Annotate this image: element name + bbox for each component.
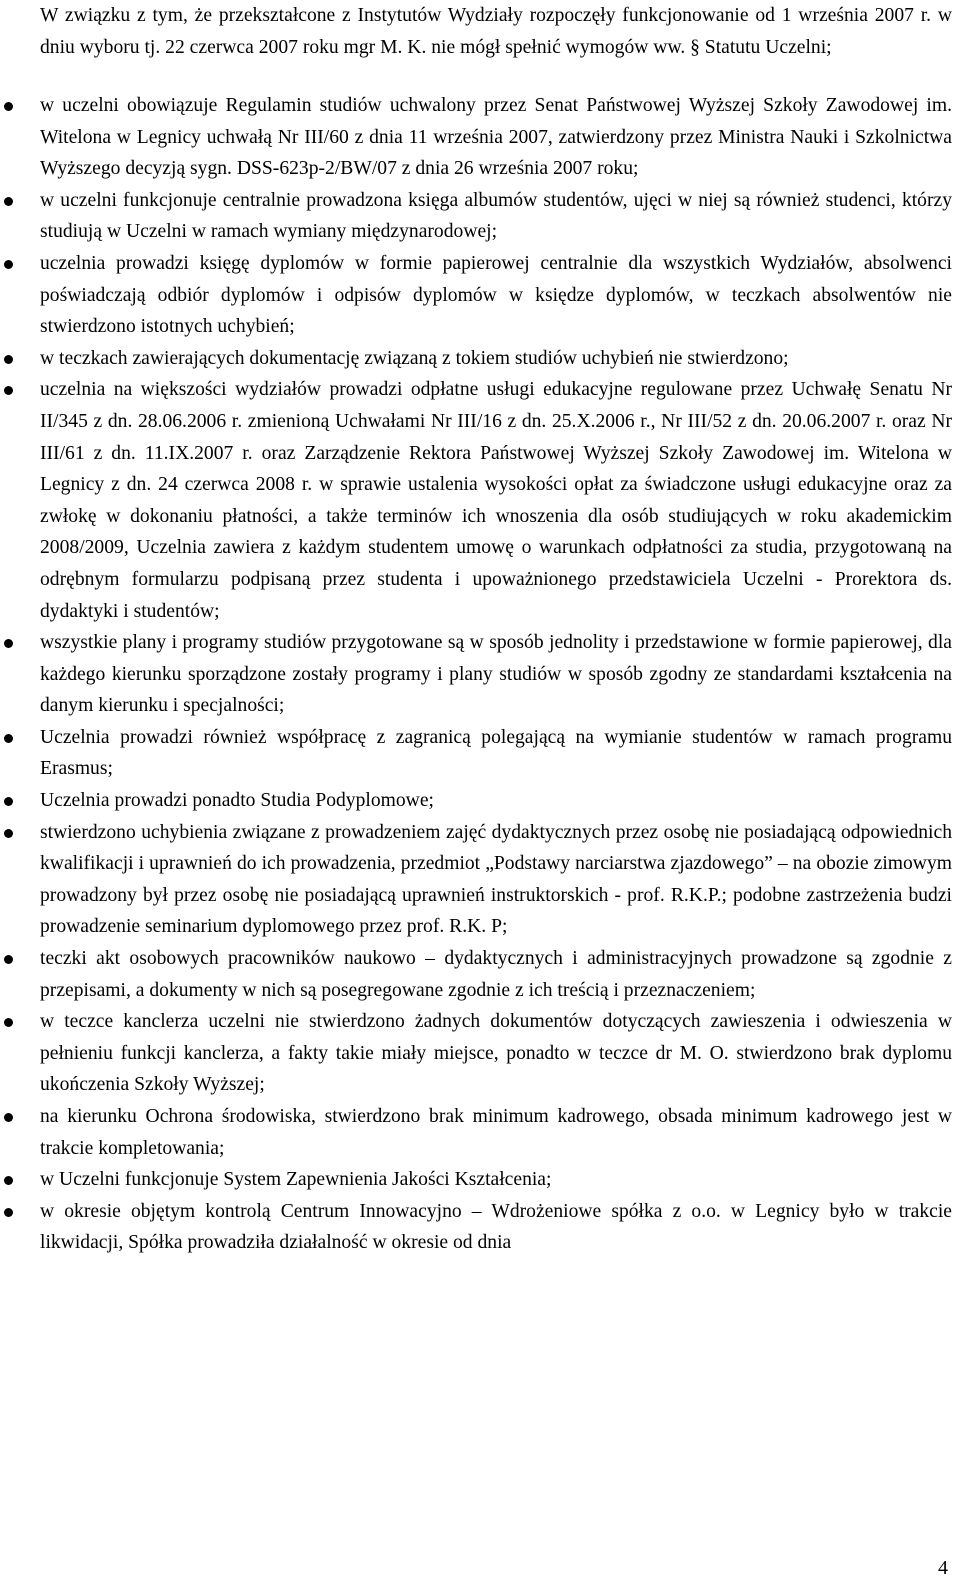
list-item-text: na kierunku Ochrona środowiska, stwierdzono brak minimum kadrowego, obsada minimum kadrowego jest w trakcie kompletowania; — [40, 1106, 952, 1159]
list-item — [0, 1164, 960, 1196]
bullet-icon — [4, 386, 13, 395]
list-item — [0, 1006, 960, 1101]
bullet-icon — [4, 639, 13, 648]
bullet-icon — [4, 102, 13, 111]
intro-paragraph: W związku z tym, że przekształcone z Instytutów Wydziały rozpoczęły funkcjonowanie od 1 września 2007 r. w dniu wyboru tj. 22 czerwca 2007 roku mgr M. K. nie mógł spełnić wymogów ww. § Statutu Uczelni; — [40, 5, 952, 58]
bullet-icon — [4, 1113, 13, 1122]
list-item-text: teczki akt osobowych pracowników naukowo – dydaktycznych i administracyjnych prowadzone są zgodnie z przepisami, a dokumenty w nich są posegregowane zgodnie z ich treścią i przeznaczeniem; — [40, 948, 952, 1001]
list-item-text: Uczelnia prowadzi ponadto Studia Podyplomowe; — [40, 790, 434, 812]
bullet-icon — [4, 260, 13, 269]
list-item — [0, 343, 960, 375]
list-item — [0, 185, 960, 248]
list-item — [0, 943, 960, 1006]
list-item — [0, 627, 960, 722]
bullet-icon — [4, 955, 13, 964]
list-item — [0, 817, 960, 943]
list-item-text: w uczelni funkcjonuje centralnie prowadzona księga albumów studentów, ujęci w niej są również studenci, którzy studiują w Uczelni w ramach wymiany międzynarodowej; — [40, 189, 952, 243]
bullet-icon — [4, 734, 13, 743]
page-number: 4 — [938, 1557, 948, 1579]
list-item — [0, 248, 960, 343]
list-item-text: w teczkach zawierających dokumentację związaną z tokiem studiów uchybień nie stwierdzono; — [40, 347, 789, 369]
bullet-icon — [4, 1176, 13, 1185]
findings-list — [0, 90, 960, 1259]
list-item-text: w Uczelni funkcjonuje System Zapewnienia Jakości Kształcenia; — [40, 1169, 552, 1191]
bullet-icon — [4, 829, 13, 838]
list-item — [0, 722, 960, 785]
list-item-text: Uczelnia prowadzi również współpracę z zagranicą polegającą na wymianie studentów w ramach programu Erasmus; — [40, 726, 952, 780]
bullet-icon — [4, 355, 13, 364]
list-item — [0, 90, 960, 185]
list-item — [0, 1196, 960, 1259]
bullet-icon — [4, 1208, 13, 1217]
list-item-text: w okresie objętym kontrolą Centrum Innowacyjno – Wdrożeniowe spółka z o.o. w Legnicy było w trakcie likwidacji, Spółka prowadziła działalność w okresie od dnia — [40, 1200, 952, 1254]
list-item — [0, 1101, 960, 1164]
bullet-icon — [4, 197, 13, 206]
list-item-text: wszystkie plany i programy studiów przygotowane są w sposób jednolity i przedstawione w formie papierowej, dla każdego kierunku sporządzone zostały programy i plany studiów w sposób zgodny ze standardami kształcenia na danym kierunku i specjalności; — [40, 632, 952, 717]
bullet-icon — [4, 797, 13, 806]
list-item — [0, 374, 960, 627]
bullet-icon — [4, 1018, 13, 1027]
list-item-text: w uczelni obowiązuje Regulamin studiów uchwalony przez Senat Państwowej Wyższej Szkoły Zawodowej im. Witelona w Legnicy uchwałą Nr III/60 z dnia 11 września 2007, zatwierdzony przez Ministra Nauki i Szkolnictwa Wyższego decyzją sygn. DSS-623p-2/BW/07 z dnia 26 września 2007 roku; — [40, 95, 952, 180]
list-item-text: stwierdzono uchybienia związane z prowadzeniem zajęć dydaktycznych przez osobę nie posiadającą odpowiednich kwalifikacji i uprawnień do ich prowadzenia, przedmiot „Podstawy narciarstwa zjazdowego” – na obozie zimowym prowadzony był przez osobę nie posiadającą uprawnień instruktorskich - prof. R.K.P.; podobne zastrzeżenia budzi prowadzenie seminarium dyplomowego przez prof. R.K. P; — [40, 821, 952, 938]
list-item-text: uczelnia na większości wydziałów prowadzi odpłatne usługi edukacyjne regulowane przez Uchwałę Senatu Nr II/345 z dn. 28.06.2006 r. zmienioną Uchwałami Nr III/16 z dn. 25.X.2006 r., Nr III/52 z dn. 20.06.2007 r. oraz Nr III/61 z dn. 11.IX.2007 r. oraz Zarządzenie Rektora Państwowej Wyższej Szkoły Zawodowej im. Witelona w Legnicy z dn. 24 czerwca 2008 r. w sprawie ustalenia wysokości opłat za świadczone usługi edukacyjne oraz za zwłokę w dokonaniu płatności, a także terminów ich wnoszenia dla osób studiujących w roku akademickim 2008/2009, Uczelnia zawiera z każdym studentem umowę o warunkach odpłatności za studia, przygotowaną na odrębnym formularzu podpisaną przez studenta i upoważnionego przedstawiciela Uczelni - Prorektora ds. dydaktyki i studentów; — [40, 379, 952, 622]
list-item — [0, 785, 960, 817]
list-item-text: uczelnia prowadzi księgę dyplomów w formie papierowej centralnie dla wszystkich Wydziałów, absolwenci poświadczają odbiór dyplomów i odpisów dyplomów w księdze dyplomów, w teczkach absolwentów nie stwierdzono istotnych uchybień; — [40, 252, 952, 338]
list-item-text: w teczce kanclerza uczelni nie stwierdzono żadnych dokumentów dotyczących zawieszenia i odwieszenia w pełnieniu funkcji kanclerza, a fakty takie miały miejsce, ponadto w teczce dr M. O. stwierdzono brak dyplomu ukończenia Szkoły Wyższej; — [40, 1011, 952, 1096]
